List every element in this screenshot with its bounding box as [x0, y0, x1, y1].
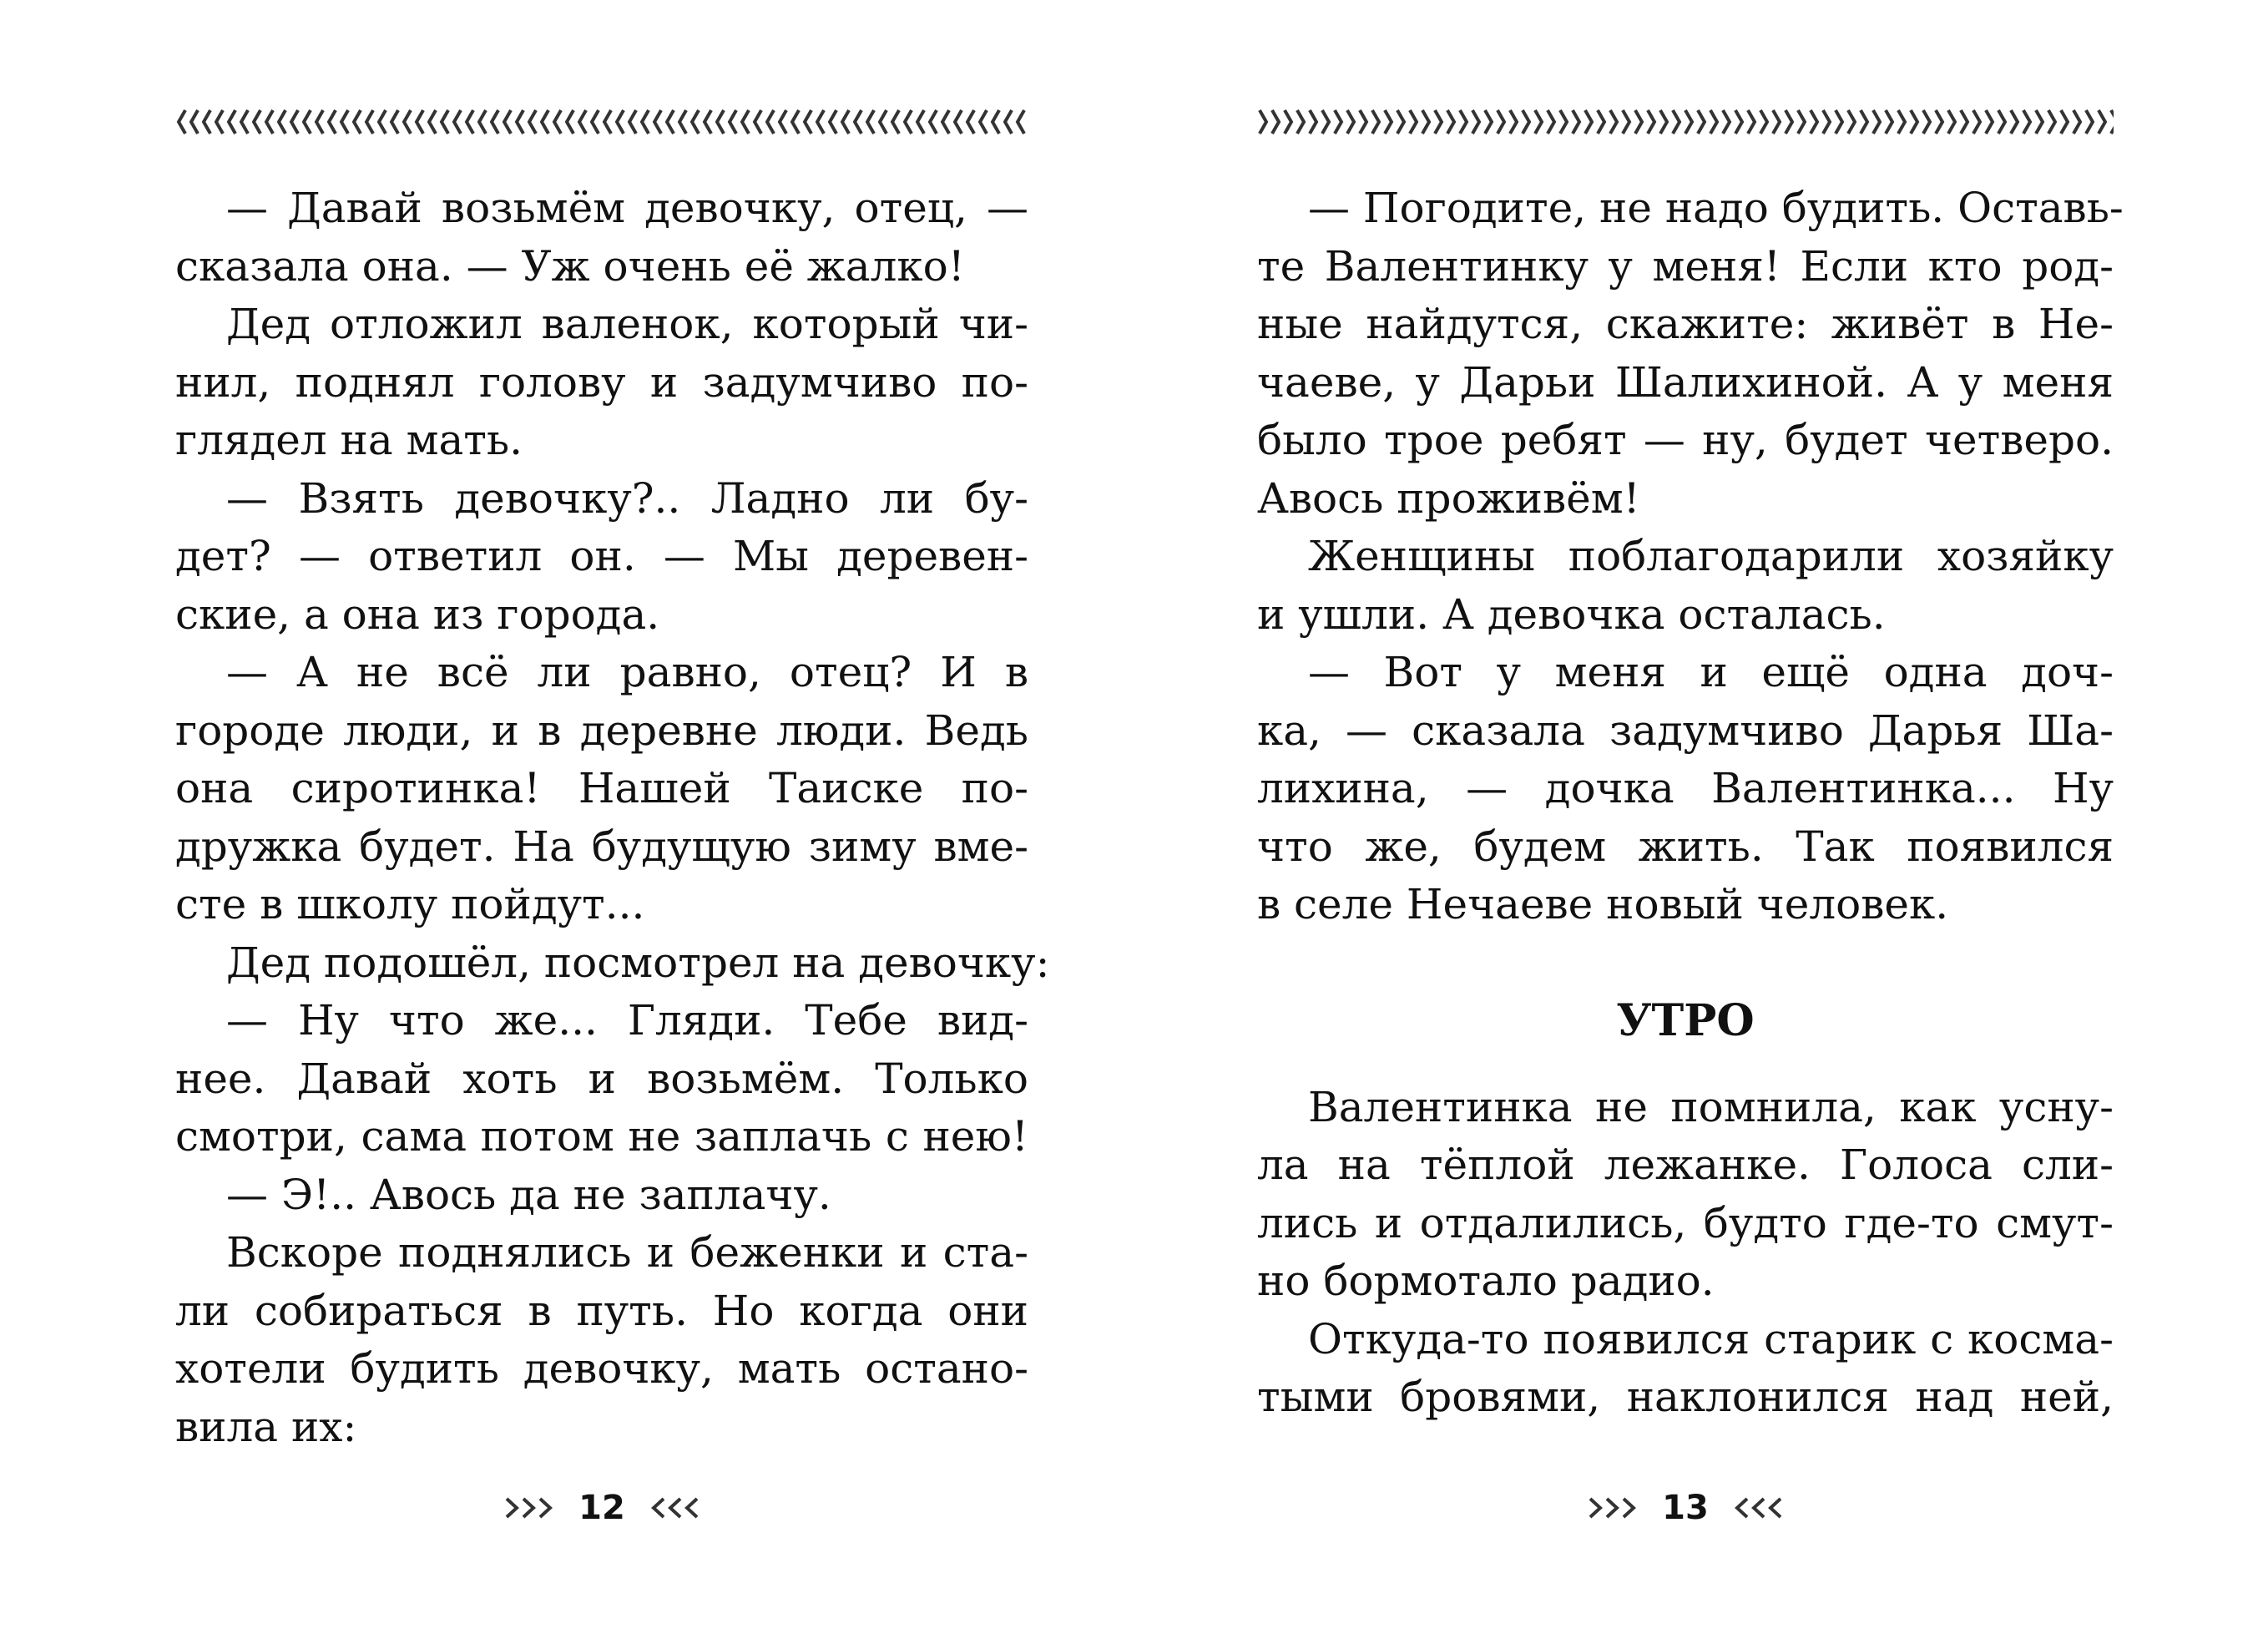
- page-text: [1257, 180, 2124, 1427]
- chapter-heading: УТРО: [1616, 995, 1755, 1046]
- text-line: — Погодите, не надо будить. Оставь-: [1308, 184, 2124, 232]
- text-line: — А не всё ли равно, отец? И в: [226, 648, 1028, 696]
- page-number: 12: [578, 1489, 625, 1527]
- chevrons-left-icon: [645, 1494, 700, 1522]
- text-line: ли собираться в путь. Но когда они: [175, 1286, 1028, 1335]
- text-line: лихина, — дочка Валентинка... Ну: [1257, 764, 2114, 812]
- text-line: и ушли. А девочка осталась.: [1257, 589, 1886, 639]
- text-line: ные найдутся, скажите: живёт в Не-: [1257, 300, 2114, 348]
- text-line: смотри, сама потом не заплачь с нею!: [175, 1112, 1028, 1161]
- text-line: Дед подошёл, посмотрел на девочку:: [226, 938, 1050, 987]
- chevrons-left-icon: [1729, 1494, 1784, 1522]
- chevrons-right-icon: [503, 1494, 558, 1522]
- text-line: те Валентинку у меня! Если кто род-: [1257, 241, 2114, 291]
- text-line: — Э!.. Авось да не заплачу.: [226, 1170, 831, 1219]
- text-line: нее. Давай хоть и возьмём. Только: [175, 1054, 1028, 1103]
- text-line: сте в школу пойдут...: [175, 880, 645, 928]
- text-line: — Взять девочку?.. Ладно ли бу-: [226, 473, 1028, 523]
- page-right: [1134, 0, 2268, 1644]
- text-line: дружка будет. На будущую зиму вме-: [175, 822, 1028, 871]
- text-line: вила их:: [175, 1402, 357, 1451]
- text-line: ла на тёплой лежанке. Голоса сли-: [1257, 1141, 2114, 1189]
- page-text: [175, 180, 1050, 1456]
- text-line: дет? — ответил он. — Мы деревен-: [175, 532, 1028, 580]
- text-line: сказала она. — Уж очень её жалко!: [175, 241, 965, 291]
- header-ornament-icon: [1257, 107, 2114, 137]
- page-footer: [175, 1483, 1028, 1533]
- text-line: Авось проживём!: [1257, 473, 1640, 523]
- text-line: лись и отдалились, будто где-то смут-: [1257, 1198, 2114, 1247]
- text-line: Валентинка не помнила, как усну-: [1308, 1082, 2114, 1131]
- text-line: — Давай возьмём девочку, отец, —: [226, 184, 1028, 232]
- text-line: что же, будем жить. Так появился: [1257, 822, 2114, 871]
- text-line: Вскоре поднялись и беженки и ста-: [226, 1228, 1028, 1277]
- text-line: глядел на мать.: [175, 416, 523, 464]
- text-line: в селе Нечаеве новый человек.: [1257, 880, 1949, 928]
- page-footer: [1257, 1483, 2114, 1533]
- text-line: хотели будить девочку, мать остано-: [175, 1344, 1028, 1393]
- text-line: городе люди, и в деревне люди. Ведь: [175, 706, 1028, 755]
- text-line: ка, — сказала задумчиво Дарья Ша-: [1257, 706, 2114, 755]
- chevrons-right-icon: [1587, 1494, 1642, 1522]
- text-line: она сиротинка! Нашей Таиске по-: [175, 764, 1028, 812]
- text-line: Откуда-то появился старик с косма-: [1308, 1314, 2114, 1363]
- header-ornament-icon: [175, 107, 1028, 137]
- text-line: ские, а она из города.: [175, 589, 660, 639]
- text-line: чаеве, у Дарьи Шалихиной. А у меня: [1257, 357, 2114, 407]
- text-line: было трое ребят — ну, будет четверо.: [1257, 416, 2114, 464]
- text-line: Дед отложил валенок, который чи-: [226, 300, 1028, 348]
- text-line: — Вот у меня и ещё одна доч-: [1308, 648, 2114, 696]
- text-line: тыми бровями, наклонился над ней,: [1257, 1373, 2114, 1421]
- text-line: — Ну что же... Гляди. Тебе вид-: [226, 996, 1028, 1045]
- text-line: Женщины поблагодарили хозяйку: [1308, 532, 2114, 580]
- text-line: но бормотало радио.: [1257, 1257, 1715, 1305]
- page-number: 13: [1662, 1489, 1709, 1527]
- text-line: нил, поднял голову и задумчиво по-: [175, 357, 1028, 407]
